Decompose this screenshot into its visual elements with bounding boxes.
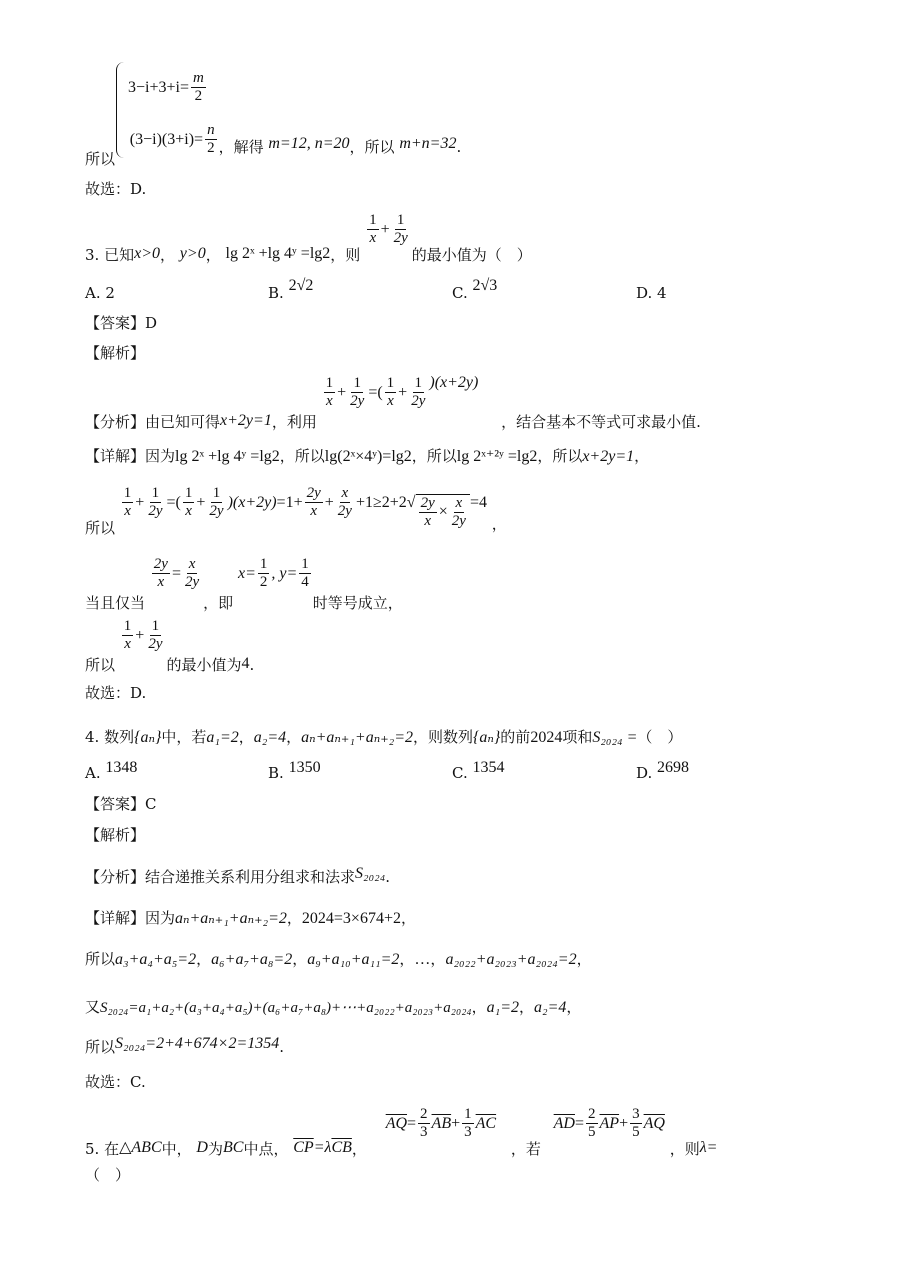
text: ，: [519, 998, 535, 1016]
text: 【分析】由已知可得: [85, 412, 221, 431]
math: a₉+a₁₀+a₁₁=2: [307, 951, 400, 968]
text: 项和: [562, 728, 593, 746]
text: ，则: [330, 245, 361, 264]
frac-den: 2: [207, 140, 215, 156]
option-b: [268, 759, 321, 783]
min-value-line: 所以 $\frac{1}{x}$ + $\frac{1}{2y}$ 的最小值为4.: [85, 618, 255, 674]
math: …: [414, 951, 431, 968]
math: =: [574, 1114, 585, 1132]
text: ，: [566, 998, 582, 1016]
system-eq1: 3−i+3+i=: [128, 78, 189, 96]
math: x+2y=1: [582, 448, 635, 465]
math: lg 2ˣ +lg 4ʸ =lg2: [225, 244, 331, 262]
system-line-2: [85, 122, 462, 168]
text: .: [385, 868, 391, 886]
text: ，所以: [411, 447, 457, 465]
frac-den: 5: [632, 1124, 640, 1140]
question-4: [85, 728, 682, 747]
frac-num: n: [207, 122, 215, 138]
math: {aₙ}: [473, 729, 501, 746]
math: $\overline{CB}$: [331, 1138, 352, 1156]
text: 中，若: [161, 728, 207, 746]
text: 的前: [500, 728, 531, 746]
math: x=: [237, 564, 256, 582]
frac-num: 2: [420, 1106, 428, 1122]
text: 所以: [85, 655, 116, 674]
math: lg(2ˣ×4ʸ)=lg2: [324, 448, 412, 465]
question-5: 5. 在△ABC中， D为BC中点， $\overline{CP}=\lambda\overline{CB}$， $\overline{AQ}=$ $\frac{2}{3}$ $\overline{AB}+$ $\frac{1}{3}$ $\overline{AC}$ ，若 $\overline{AD}=$ $\frac{2}{5}$ $\overline{AP}+$ $\frac{3}{5}$ $\overline{AQ}$ ，则λ=: [85, 1106, 718, 1158]
text: 所以: [85, 149, 116, 168]
frac-num: 3: [632, 1106, 640, 1122]
math: a₃+a₄+a₅=2: [115, 951, 197, 968]
math: $\overline{AD}$: [553, 1114, 575, 1132]
option-value: 1354: [472, 759, 505, 776]
text: ，: [205, 245, 221, 264]
math: $\overline{AC}$: [475, 1114, 497, 1132]
math: BC: [223, 1138, 244, 1156]
answer-paren: （ ）: [85, 1166, 131, 1184]
math: S₂₀₂₄: [355, 865, 386, 882]
frac-den: 2: [194, 88, 203, 104]
text: 的最小值为（ ）: [411, 245, 532, 264]
question-number: 5. 在: [85, 1139, 120, 1158]
frac-num: 1: [369, 212, 377, 228]
text: ，所以: [279, 447, 325, 465]
option-value: 1350: [288, 759, 321, 776]
option-label: B.: [268, 764, 284, 782]
text: 当且仅当: [85, 593, 146, 612]
text: 中，: [161, 1139, 192, 1158]
frac-den: 2y: [393, 230, 408, 246]
text: 所以: [85, 950, 116, 968]
math: 4: [241, 654, 250, 672]
math: a₂=4: [534, 999, 567, 1016]
text: 所以: [85, 1038, 116, 1056]
math: a₆+a₇+a₈=2: [211, 951, 293, 968]
option-c: [452, 277, 498, 303]
system-line-1: [128, 70, 208, 105]
you-line: [85, 998, 581, 1017]
text: ，: [399, 950, 415, 968]
math: =: [407, 1114, 417, 1132]
math: a₁=2: [206, 729, 239, 746]
text: ，: [471, 998, 487, 1016]
text: ，: [286, 909, 302, 927]
option-a: [85, 759, 138, 783]
math: {aₙ}: [134, 729, 162, 746]
option-c: [452, 759, 505, 783]
text: 的最小值为: [166, 655, 242, 674]
answer-line: 故选：C.: [85, 1073, 146, 1091]
frac-den: 3: [464, 1124, 472, 1140]
derivation-3: 所以 $\frac{1}{x}$ + $\frac{1}{2y}$ =( $\frac{1}{x}$ + $\frac{1}{2y}$ )(x+2y)=1+ $\frac{2y}{x}$ + $\frac{x}{2y}$ +1≥2+2√ $\frac{2y}{x}$ × $\frac{x}{2y}$ =4 ，: [85, 485, 507, 537]
math: S₂₀₂₄=2+4+674×2=1354: [115, 1035, 280, 1052]
math: lg 2ˣ⁺²ʸ =lg2: [456, 448, 538, 465]
text: 又: [85, 998, 101, 1016]
fenxi-4: [85, 865, 391, 887]
option-label: C.: [452, 764, 468, 782]
text: .: [279, 1038, 285, 1056]
math: $\overline{AQ}$: [643, 1114, 665, 1132]
text: .: [456, 137, 462, 156]
text: （ ）: [637, 728, 683, 746]
question-number: 3. 已知: [85, 245, 135, 264]
system-eq2: (3−i)(3+i)=: [129, 130, 204, 148]
text: 时等号成立，: [312, 593, 403, 612]
text: ，: [238, 728, 254, 746]
math: $\overline{AB}$: [431, 1114, 452, 1132]
math: λ=: [699, 1138, 718, 1156]
xiangjie-4: [85, 909, 416, 928]
text: ，即: [203, 593, 234, 612]
question-number: 4. 数列: [85, 728, 135, 746]
math: =(: [368, 383, 383, 401]
frac-den: 3: [420, 1124, 428, 1140]
text: ，: [634, 447, 650, 465]
text: 为: [207, 1139, 223, 1158]
math: =λ: [313, 1138, 332, 1156]
option-d: D. 4: [636, 284, 667, 302]
option-value: 1348: [105, 759, 138, 776]
group-sums: [85, 950, 592, 969]
math: , y=: [271, 564, 298, 582]
frac-num: 2: [588, 1106, 596, 1122]
xiangjie-3: [85, 447, 649, 466]
text: ，: [491, 514, 507, 533]
math: 2024=3×674+2: [301, 910, 401, 927]
math: aₙ+aₙ₊₁+aₙ₊₂=2: [175, 910, 287, 927]
math: 2024: [530, 729, 563, 746]
option-d: [636, 759, 690, 783]
math: $\overline{CP}$: [293, 1138, 314, 1156]
text: ，: [576, 950, 592, 968]
math: x>0: [134, 244, 160, 262]
frac-num: 1: [396, 212, 405, 228]
answer-line: 故选：D.: [85, 684, 147, 702]
fenxi-3: 【分析】由已知可得x+2y=1，利用 $\frac{1}{x}$ + $\frac{1}{2y}$ =( $\frac{1}{x}$ + $\frac{1}{2y}$ )(x+2y) ，结合基本不等式可求最小值.: [85, 373, 701, 431]
text: ，所以: [349, 137, 395, 156]
frac-den: 5: [588, 1124, 596, 1140]
text: ，: [430, 950, 446, 968]
option-label: C.: [452, 284, 468, 302]
question-3: [85, 212, 532, 264]
math: x+2y=1: [220, 411, 272, 429]
answer-line: 故选：D.: [85, 180, 147, 198]
text: ，: [351, 1139, 367, 1158]
text: ，: [160, 245, 176, 264]
option-b: [268, 277, 314, 303]
text: ，解得: [218, 137, 264, 156]
text: 中点，: [243, 1139, 289, 1158]
text: ，结合基本不等式可求最小值.: [501, 412, 701, 431]
math: a₂=4: [253, 729, 287, 746]
option-a: A. 2: [85, 284, 115, 302]
analysis-label: 【解析】: [85, 344, 146, 362]
math: )(x+2y): [429, 373, 479, 391]
text: 【分析】结合递推关系利用分组求和法求: [85, 868, 356, 886]
math: $\overline{AQ}$: [385, 1114, 408, 1132]
option-value: 2√2: [288, 277, 314, 294]
text: ，若: [510, 1139, 541, 1158]
option-label: B.: [268, 284, 284, 302]
text: 【详解】因为: [85, 909, 176, 927]
text: ，: [286, 728, 302, 746]
option-value: 2√3: [472, 277, 498, 294]
math: D: [196, 1138, 208, 1156]
math: $\overline{AP}$: [599, 1114, 620, 1132]
text: .: [249, 655, 255, 674]
math: m=12, n=20: [268, 134, 350, 152]
math: =4: [469, 493, 487, 511]
equality-condition: 当且仅当 $\frac{2y}{x}$ = $\frac{x}{2y}$ ，即 x= $\frac{1}{2}$ , y= $\frac{1}{4}$ 时等号成立，: [85, 556, 403, 612]
text: ，利用: [271, 412, 317, 431]
text: ，则: [669, 1139, 700, 1158]
text: ，所以: [537, 447, 583, 465]
option-label: A.: [85, 764, 101, 782]
math: S₂₀₂₄ =: [592, 729, 638, 746]
text: 【详解】因为: [85, 447, 176, 465]
math: S₂₀₂₄=a₁+a₂+(a₃+a₄+a₅)+(a₆+a₇+a₈)+⋯+a₂₀₂₂+a₂₀₂₃+a₂₀₂₄: [100, 1000, 472, 1016]
analysis-label: 【解析】: [85, 826, 146, 844]
answer-label: 【答案】D: [85, 314, 158, 332]
math: a₁=2: [486, 999, 519, 1016]
frac-den: x: [369, 230, 377, 246]
sum-result: [85, 1035, 285, 1057]
math: +1≥2+2: [355, 493, 407, 511]
text: 所以: [85, 518, 116, 537]
text: ，: [292, 950, 308, 968]
math: lg 2ˣ +lg 4ʸ =lg2: [175, 448, 280, 465]
text: ，则数列: [413, 728, 474, 746]
text: ，: [196, 950, 212, 968]
math: m+n=32: [399, 134, 457, 152]
math: =1+: [276, 493, 303, 511]
math: y>0: [179, 244, 206, 262]
math: +: [380, 220, 390, 238]
frac-num: 1: [464, 1106, 472, 1122]
option-value: 2698: [657, 759, 690, 776]
option-label: D.: [636, 764, 653, 782]
answer-label: 【答案】C: [85, 795, 157, 813]
math: aₙ+aₙ₊₁+aₙ₊₂=2: [301, 729, 413, 746]
math: △ABC: [119, 1138, 162, 1156]
text: ，: [400, 909, 416, 927]
math: a₂₀₂₂+a₂₀₂₃+a₂₀₂₄=2: [445, 951, 577, 968]
frac-num: m: [192, 70, 204, 86]
